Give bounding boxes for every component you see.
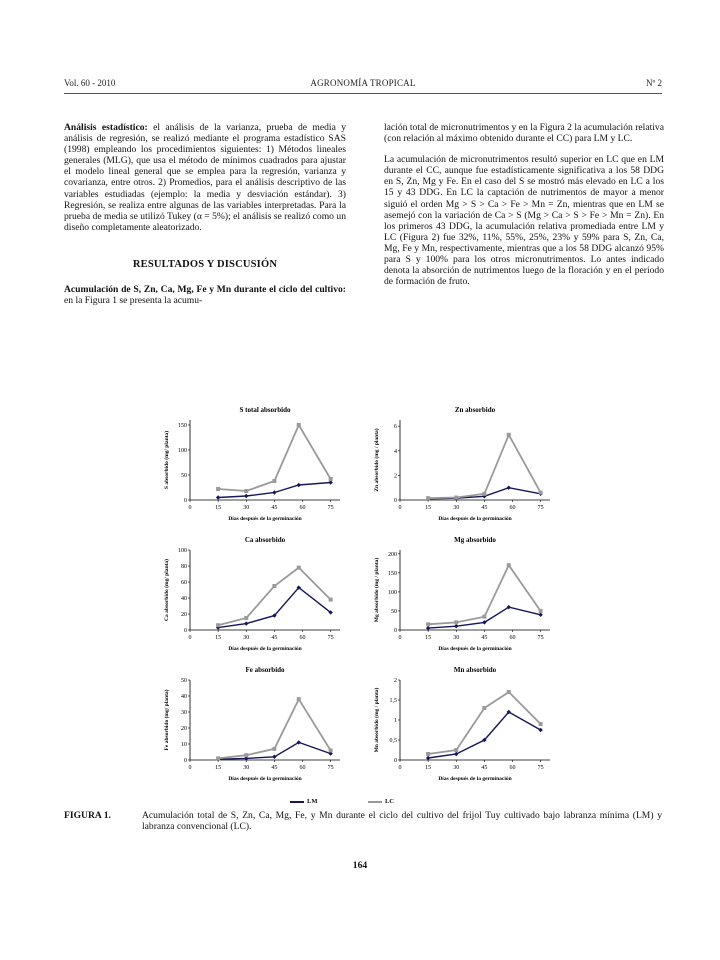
y-tick-label: 20	[181, 612, 187, 618]
y-tick-label: 100	[178, 548, 187, 554]
figure-1	[150, 398, 590, 798]
data-point-lc	[482, 615, 486, 619]
y-tick-label: 50	[181, 678, 187, 684]
x-tick-label: 30	[243, 765, 250, 771]
x-tick-label: 15	[215, 635, 222, 641]
x-tick-label: 15	[425, 505, 432, 511]
caption-text: Acumulación total de S, Zn, Ca, Mg, Fe, y Mn durante el ciclo del cultivo del frijol Tuy cultivado bajo labranza mínima (LM) y labranza convencional (LC).	[142, 810, 662, 833]
data-point-lc	[216, 623, 220, 627]
x-tick-label: 45	[271, 635, 278, 641]
data-point-lc	[454, 748, 458, 752]
series-line-lc	[428, 435, 540, 498]
x-tick-label: 30	[453, 505, 460, 511]
x-axis-label: Días después de la germinación	[228, 776, 302, 782]
data-point-lm	[507, 485, 511, 489]
y-tick-label: 50	[181, 473, 187, 479]
chart-title: Mg absorbido	[454, 536, 496, 544]
data-point-lm	[244, 494, 248, 498]
y-tick-label: 20	[181, 726, 187, 732]
y-tick-label: 150	[388, 570, 397, 577]
x-tick-label: 60	[299, 505, 306, 511]
y-tick-label: 100	[178, 448, 187, 454]
x-tick-label: 30	[453, 635, 460, 641]
x-tick-label: 45	[481, 765, 488, 771]
data-point-lc	[297, 697, 301, 701]
x-tick-label: 60	[509, 635, 516, 641]
data-point-lc	[454, 620, 458, 624]
x-tick-label: 45	[271, 765, 278, 771]
x-tick-label: 75	[537, 505, 544, 511]
y-tick-label: 0	[394, 628, 397, 634]
data-point-lc	[297, 423, 301, 427]
y-tick-label: 40	[181, 694, 187, 700]
data-point-lc	[539, 491, 543, 495]
chart-title: S total absorbido	[239, 406, 291, 414]
x-tick-label: 75	[327, 765, 334, 771]
y-axis-label: Zn absorbido (mg / planta)	[374, 428, 380, 492]
y-tick-label: 0	[184, 758, 187, 764]
data-point-lm	[538, 613, 542, 617]
data-point-lc	[244, 753, 248, 757]
data-point-lc	[507, 690, 511, 694]
y-tick-label: 2	[394, 473, 397, 480]
figure-legend	[290, 798, 450, 808]
y-tick-label: 40	[181, 596, 187, 602]
y-tick-label: 0,5	[389, 738, 397, 744]
x-tick-label: 15	[215, 505, 222, 511]
journal-title: AGRONOMÍA TROPICAL	[310, 78, 416, 88]
right-column	[384, 122, 664, 297]
volume-label: Vol. 60 - 2010	[64, 78, 116, 88]
y-tick-label: 50	[391, 608, 397, 615]
continuation-paragraph: lación total de micronutrimentos y en la Figura 2 la acumulación relativa (con relación al máximo obtenido durante el CC) para LM y LC.	[384, 122, 664, 145]
y-tick-label: 6	[394, 424, 397, 431]
data-point-lc	[539, 609, 543, 613]
y-axis-label: Fe absorbido (mg/ planta)	[164, 689, 170, 751]
y-axis-label: S absorbido (mg/ planta)	[164, 430, 170, 490]
x-tick-label: 75	[537, 635, 544, 641]
x-tick-label: 0	[398, 635, 402, 641]
y-tick-label: 200	[388, 551, 397, 558]
x-axis-label: Días después de la germinación	[438, 646, 512, 652]
x-tick-label: 0	[398, 765, 402, 771]
x-tick-label: 60	[299, 635, 306, 641]
data-point-lc	[329, 748, 333, 752]
results-paragraph: La acumulación de micronutrimentos resultó superior en LC que en LM durante el CC, aunque fue estadísticamente significativa a los 58 DDG en S, Zn, Mg y Fe. En el caso del S se mostró más elevado en LC a los 15 y 43 DDG. En LC la captación de nutrimentos de mayor a menor siguió el orden Mg > S > Ca > Fe > Mn = Zn, mientras que en LM se asemejó con la variación de Ca > S (Mg > Ca > S > Fe > Mn = Zn). En los primeros 43 DDG, la acumulación relativa promediada entre LM y LC (Figura 2) fue 32%, 11%, 55%, 25%, 23% y 59% para S, Zn, Ca, Mg, Fe y Mn, respectivamente, mientras que a los 58 DDG alcanzó 95% para S y 100% para los otros micronutrimentos. Lo antes indicado denota la absorción de nutrimentos luego de la floración y en el período de formación de fruto.	[384, 154, 664, 288]
data-point-lc	[244, 489, 248, 493]
y-tick-label: 2	[394, 678, 397, 684]
x-axis-label: Días después de la germinación	[228, 646, 302, 652]
y-tick-label: 1,5	[389, 698, 397, 704]
data-point-lc	[272, 584, 276, 588]
y-tick-label: 4	[394, 448, 397, 455]
x-tick-label: 30	[243, 635, 250, 641]
legend-lc-swatch	[368, 801, 382, 803]
statistical-analysis-paragraph	[64, 122, 346, 233]
data-point-lc	[507, 563, 511, 567]
data-point-lm	[216, 495, 220, 499]
legend-lm	[290, 798, 317, 805]
chart-title: Zn absorbido	[454, 406, 496, 414]
data-point-lc	[426, 752, 430, 756]
y-tick-label: 0	[394, 758, 397, 764]
y-axis-label: Mn absorbido (mg / planta)	[374, 687, 380, 753]
data-point-lc	[454, 496, 458, 500]
x-tick-label: 0	[188, 765, 192, 771]
data-point-lc	[297, 566, 301, 570]
paragraph-lead: Acumulación de S, Zn, Ca, Mg, Fe y Mn durante el ciclo del cultivo:	[64, 284, 346, 296]
issue-number: Nº 2	[645, 78, 662, 88]
data-point-lc	[329, 598, 333, 602]
x-tick-label: 0	[188, 635, 192, 641]
data-point-lm	[272, 490, 276, 494]
page-number: 164	[352, 860, 368, 871]
section-title: RESULTADOS Y DISCUSIÓN	[132, 258, 278, 270]
data-point-lc	[272, 479, 276, 483]
data-point-lm	[426, 756, 430, 760]
data-point-lc	[482, 706, 486, 710]
x-tick-label: 30	[243, 505, 250, 511]
data-point-lm	[244, 621, 248, 625]
x-axis-label: Días después de la germinación	[438, 776, 512, 782]
paragraph-text: el análisis de la varianza, prueba de media y análisis de regresión, se realizó mediante el programa estadístico SAS (1998) empleando los procedimientos siguientes: 1) Métodos lineales generales (MLG), que usa el método de mínimos cuadrados para ajustar el modelo lineal general que se emplea para la regresión, varianza y covarianza, entre otros. 2) Promedios, para el análisis descriptivo de las variables estudiadas (ejemplo: la media y desviación estándar). 3) Regresión, se realiza entre algunas de las variables interpretadas. Para la prueba de media se utilizó Tukey (α = 5%); el análisis se realizó como un diseño completamente aleatorizado.	[64, 122, 346, 233]
y-tick-label: 0	[184, 628, 187, 634]
left-column	[64, 122, 346, 316]
caption-label: FIGURA 1.	[64, 810, 111, 821]
data-point-lc	[272, 747, 276, 751]
y-tick-label: 0	[394, 498, 397, 504]
x-tick-label: 45	[271, 505, 278, 511]
data-point-lc	[482, 492, 486, 496]
y-tick-label: 0	[184, 498, 187, 504]
legend-lc-label: LC	[385, 798, 395, 805]
data-point-lc	[507, 433, 511, 437]
x-tick-label: 0	[398, 505, 402, 511]
y-axis-label: Ca absorbido (mg/ planta)	[164, 559, 170, 621]
data-point-lc	[216, 487, 220, 491]
y-tick-label: 10	[181, 742, 187, 748]
legend-lc	[368, 798, 394, 805]
x-axis-label: Días después de la germinación	[438, 516, 512, 522]
x-tick-label: 75	[537, 765, 544, 771]
y-tick-label: 80	[181, 564, 187, 570]
paragraph-text: en la Figura 1 se presenta la acumu-	[64, 295, 203, 307]
data-point-lc	[426, 496, 430, 500]
x-tick-label: 30	[453, 765, 460, 771]
figure-1-charts	[150, 398, 590, 798]
data-point-lc	[329, 477, 333, 481]
legend-lm-label: LM	[307, 798, 318, 805]
data-point-lc	[426, 622, 430, 626]
data-point-lc	[539, 722, 543, 726]
data-point-lc	[216, 756, 220, 760]
accumulation-paragraph	[64, 284, 346, 306]
x-tick-label: 15	[425, 765, 432, 771]
header-rule	[64, 93, 662, 94]
x-tick-label: 60	[509, 505, 516, 511]
series-line-lc	[428, 692, 540, 754]
y-tick-label: 30	[181, 710, 187, 716]
x-tick-label: 75	[327, 635, 334, 641]
chart-title: Ca absorbido	[244, 536, 286, 544]
x-tick-label: 15	[425, 635, 432, 641]
legend-lm-swatch	[290, 801, 304, 803]
x-axis-label: Días después de la germinación	[228, 516, 302, 522]
y-tick-label: 100	[388, 589, 397, 596]
chart-title: Mn absorbido	[453, 666, 497, 674]
x-tick-label: 60	[509, 765, 516, 771]
data-point-lc	[244, 616, 248, 620]
data-point-lm	[454, 752, 458, 756]
paragraph-lead: Análisis estadístico:	[64, 122, 148, 133]
y-tick-label: 60	[181, 580, 187, 586]
x-tick-label: 60	[299, 765, 306, 771]
y-axis-label: Mg absorbido (mg / planta)	[374, 557, 380, 623]
chart-title: Fe absorbido	[245, 666, 285, 674]
running-header	[64, 78, 662, 92]
x-tick-label: 75	[327, 505, 334, 511]
x-tick-label: 15	[215, 765, 222, 771]
data-point-lm	[297, 483, 301, 487]
x-tick-label: 45	[481, 505, 488, 511]
y-tick-label: 150	[178, 423, 187, 429]
x-tick-label: 45	[481, 635, 488, 641]
y-tick-label: 1	[394, 718, 397, 724]
x-tick-label: 0	[188, 505, 192, 511]
data-point-lm	[454, 624, 458, 628]
